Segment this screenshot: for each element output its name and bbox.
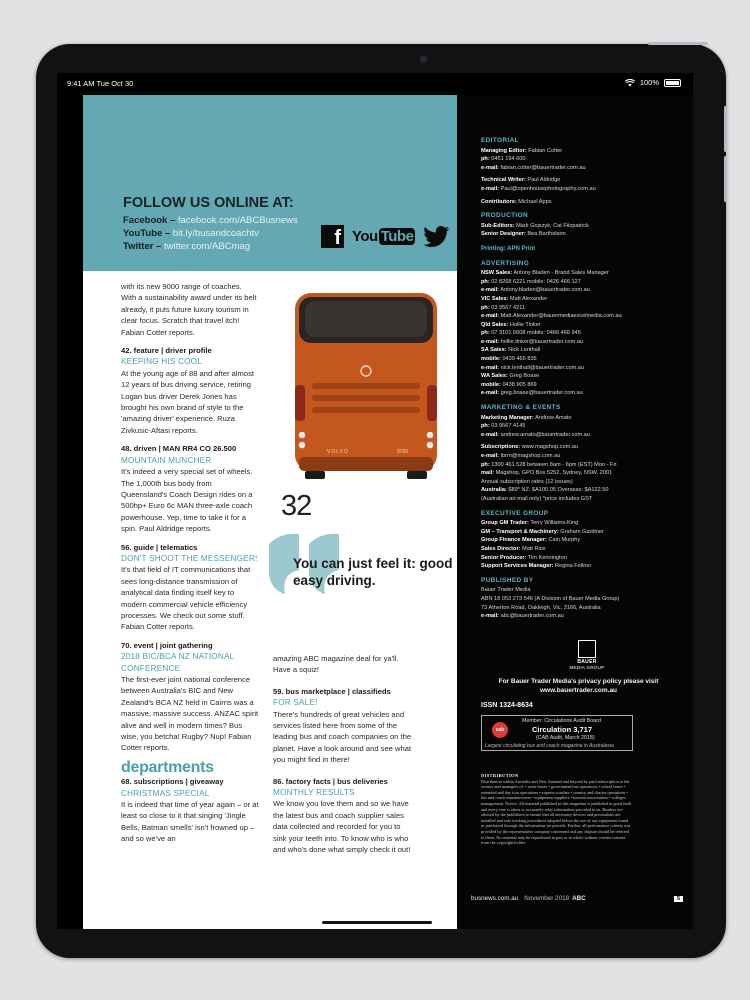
cab-tagline: Largest circulating bus and coach magazine in Australasia bbox=[485, 743, 614, 749]
facebook-link-line[interactable] bbox=[123, 215, 298, 226]
privacy-note: For Bauer Trader Media's privacy policy please visit www.bauertrader.com.au bbox=[498, 678, 659, 694]
distribution-text: Distribution within Australia and New Zealand and beyond by paid subscription to the owners and managers of: • route buses • government bus operations • school buses • extended and day tour operations • express coaches • country and charter operations • bus and coach manufacturers • equipment suppliers • tourism associations • colleges management. Notice: All material published in this magazine is published in good faith and every care is taken to accurately relay information provided to us. Readers are advised by the publishers to ensure that all necessary devices and precautions are installed and safe working procedures adopted before the use of any equipment found or purchased through the information we provide. Further, all performance criteria was provided by the representative company concerned and any dispute should be referred to them. No material may be reproduced in part or in whole without written consent from the copyright holder. bbox=[481, 778, 632, 846]
departments-heading: departments bbox=[121, 758, 214, 776]
s70-body: The first-ever joint national conference between Australia's BIC and New Zealand's BCA NZ held in Cairns was a massive, massive success. ANZAC spirit alive and well in modern times? Bus wise, you betcha! Rugby? Nup! Fabian Cotter reports. bbox=[121, 675, 259, 753]
editorial-line: Managing Editor: Fabian Cotter bbox=[481, 147, 563, 154]
s70-head[interactable]: 70. event | joint gathering bbox=[121, 640, 213, 650]
status-right bbox=[625, 78, 681, 87]
bus-badge: VOLVO bbox=[327, 449, 349, 455]
editorial-lines bbox=[481, 147, 686, 207]
pull-quote: You can just feel it: good easy driving. bbox=[293, 556, 453, 588]
production-lines bbox=[481, 222, 686, 239]
advertising-line: ph: 03 9567 4211 bbox=[481, 304, 526, 311]
facebook-url[interactable]: facebook.com/ABCBusnews bbox=[177, 215, 298, 226]
advertising-line: mobile: 0439 465 835 bbox=[481, 356, 537, 363]
advertising-line: VIC Sales: Matt Alexander bbox=[481, 295, 548, 302]
home-indicator[interactable] bbox=[322, 921, 432, 924]
s59-sub: FOR SALE! bbox=[273, 698, 318, 708]
contents-column-left bbox=[121, 281, 259, 845]
masthead bbox=[481, 137, 686, 621]
editorial-line: ph: 0451 194 600 bbox=[481, 156, 526, 163]
screen bbox=[57, 73, 693, 929]
advertising-line: ph: 02 8268 6221 mobile: 0426 466 127 bbox=[481, 278, 581, 285]
s86-head[interactable]: 86. factory facts | bus deliveries bbox=[273, 776, 388, 786]
s56-body: It's that field of IT communications that sees long-distance transmission of analytical data finding itself key to modern commercial vehicle efficiency processes. We check out some stuff. Fabian Cotter reports. bbox=[121, 565, 251, 632]
advertising-line: e-mail: Matt.Alexander@bauermediaexcelmedia.com.au bbox=[481, 313, 622, 320]
executive-head: EXECUTIVE GROUP bbox=[481, 509, 549, 517]
advertising-lines bbox=[481, 269, 686, 398]
production-line: Sub-Editors: Mark Gojszyk, Cat Fitzpatrick bbox=[481, 222, 589, 229]
contents-column-right bbox=[273, 653, 415, 856]
s86-body: We know you love them and so we have the latest bus and coach supplier sales data collected and recorded for you to sink your teeth into. To know who is who and who's done what simply check it out! bbox=[273, 799, 411, 855]
s56-sub: DON'T SHOOT THE MESSENGER! bbox=[121, 553, 258, 563]
bus-photo bbox=[275, 285, 447, 485]
s70-sub: 2018 BIC/BCA NZ NATIONAL CONFERENCE bbox=[121, 652, 235, 673]
cab-logo-icon: cab bbox=[492, 722, 508, 738]
continued-text: amazing ABC magazine deal for ya'll. Have a squiz! bbox=[273, 654, 399, 675]
s56-head[interactable]: 56. guide | telematics bbox=[121, 542, 198, 552]
published-lines bbox=[481, 586, 686, 620]
executive-line: Support Services Manager: Regina Fellner bbox=[481, 563, 592, 570]
advertising-line: e-mail: nick.lenthall@bauertrader.com.au bbox=[481, 364, 584, 371]
bus-model: 9700 bbox=[397, 449, 409, 455]
s68-body: It is indeed that time of year again – or at least so close to it that singing 'Jingle Bells, Batman smells' isn't frowned up – and so we've an bbox=[121, 800, 259, 844]
issn: ISSN 1324-8634 bbox=[481, 702, 533, 709]
power-button bbox=[724, 106, 727, 152]
marketing-line: ph: 1300 461 528 between 8am - 6pm (EST) Mon - Fri bbox=[481, 461, 617, 468]
twitter-label: Twitter – bbox=[123, 241, 164, 252]
battery-icon bbox=[664, 79, 681, 87]
youtube-tube: Tube bbox=[380, 228, 414, 245]
advertising-line: WA Sales: Greg Boase bbox=[481, 373, 540, 380]
editorial-line: Technical Writer: Paul Aldridge bbox=[481, 177, 561, 184]
bauer-name: BAUER bbox=[577, 659, 597, 665]
cab-audit: (CAB Audit, March 2018) bbox=[536, 735, 595, 741]
executive-lines bbox=[481, 519, 686, 571]
executive-line: Group Finance Manager: Cain Murphy bbox=[481, 537, 581, 544]
youtube-label: YouTube – bbox=[123, 228, 173, 239]
published-line: Bauer Trader Media bbox=[481, 587, 531, 594]
advertising-line: e-mail: greg.boase@bauertrader.com.au bbox=[481, 390, 583, 397]
cab-member: Member: Circulations Audit Board bbox=[522, 718, 601, 724]
marketing-line: (Australian air-mail only) *price includes GST bbox=[481, 495, 593, 502]
intro-text: with its new 9000 range of coaches. With a sustainability award under its belt already, it puts future luxury tourism in clear focus. Scratch that travel itch! Fabian Cotter reports. bbox=[121, 282, 257, 337]
executive-line: Senior Producer: Tim Kennington bbox=[481, 554, 567, 561]
s59-body: There's hundreds of great vehicles and services listed here from some of the leading bus and coach companies on the planet. Have a look around and see what you might find in there! bbox=[273, 709, 412, 765]
advertising-line: Qld Sales: Hollie Tinker bbox=[481, 321, 541, 328]
marketing-head: MARKETING & EVENTS bbox=[481, 404, 561, 412]
s48-sub: MOUNTAIN MUNCHER bbox=[121, 455, 212, 465]
s59-head[interactable]: 59. bus marketplace | classifieds bbox=[273, 686, 391, 696]
published-line: e-mail: abc@bauertrader.com.au bbox=[481, 613, 564, 620]
follow-title: FOLLOW US ONLINE AT: bbox=[123, 195, 294, 211]
volume-button bbox=[724, 156, 727, 202]
left-page bbox=[83, 95, 457, 929]
footer-page-number: 5 bbox=[674, 896, 683, 902]
printing-line: Printing: APN Print bbox=[481, 245, 536, 252]
production-head: PRODUCTION bbox=[481, 212, 528, 220]
advertising-line: mobile: 0438 905 869 bbox=[481, 381, 537, 388]
cab-badge bbox=[481, 715, 633, 751]
facebook-icon[interactable]: f bbox=[321, 225, 344, 248]
bauer-logo bbox=[567, 640, 607, 670]
advertising-head: ADVERTISING bbox=[481, 259, 530, 267]
marketing-line: e-mail: andrew.amato@bauertrader.com.au bbox=[481, 431, 590, 438]
advertising-line: e-mail: hollie.tinker@bauertrader.com.au bbox=[481, 338, 584, 345]
marketing-line: Annual subscription rates (12 issues) bbox=[481, 478, 573, 485]
editorial-line: Contributors: Michael Apps bbox=[481, 198, 552, 205]
footer-abc: ABC bbox=[572, 895, 586, 902]
marketing-line: ph: 03 9567 4145 bbox=[481, 423, 526, 430]
s42-body: At the young age of 88 and after almost 12 years of bus driving service, retiring Logan bus driver Derek Jones has brought his own brand of style to the 'amazing driver' experience. Ruza Zivkusic-Aftasi reports. bbox=[121, 368, 254, 435]
published-line: ABN 18 053 273 546 (A Division of Bauer Media Group) bbox=[481, 595, 620, 602]
distribution-notice bbox=[481, 773, 631, 846]
cab-circulation: Circulation 3,717 bbox=[532, 725, 593, 734]
editorial-line: e-mail: fabian.cotter@bauertrader.com.au bbox=[481, 164, 586, 171]
top-button bbox=[648, 42, 708, 45]
youtube-you: You bbox=[352, 228, 378, 245]
advertising-line: e-mail: Antony.bladen@bauertrader.com.au bbox=[481, 287, 590, 294]
executive-line: GM – Transport & Machinery: Graham Gardiner bbox=[481, 528, 604, 535]
right-page bbox=[457, 95, 693, 929]
facebook-label: Facebook – bbox=[123, 215, 178, 226]
twitter-icon[interactable] bbox=[423, 226, 450, 248]
distribution-title: DISTRIBUTION bbox=[481, 773, 519, 778]
editorial-head: EDITORIAL bbox=[481, 137, 519, 144]
executive-line: Group GM Trader: Terry Williams-King bbox=[481, 520, 579, 527]
executive-line: Sales Director: Matt Rice bbox=[481, 545, 546, 552]
youtube-url[interactable]: bit.ly/busandcoachtv bbox=[172, 228, 259, 239]
s86-sub: MONTHLY RESULTS bbox=[273, 788, 355, 798]
twitter-url[interactable]: twitter.com/ABCmag bbox=[164, 241, 251, 252]
footer-month: November 2018 bbox=[524, 895, 570, 902]
advertising-line: ph: 07 3101 6608 mobile: 0466 466 945 bbox=[481, 330, 581, 337]
advertising-line: SA Sales: Nick Lenthall bbox=[481, 347, 541, 354]
feature-page-number: 32 bbox=[281, 490, 312, 522]
bus-rear-illustration bbox=[275, 285, 447, 485]
camera-dot bbox=[420, 56, 427, 63]
battery-percent: 100% bbox=[639, 78, 659, 87]
published-line: 73 Atherton Road, Oakleigh, Vic, 3166, Australia bbox=[481, 604, 601, 611]
marketing-line: e-mail: tbrm@magshop.com.au bbox=[481, 453, 561, 459]
s42-sub: KEEPING HIS COOL bbox=[121, 357, 203, 367]
marketing-line: Subscriptions: www.magshop.com.au bbox=[481, 444, 578, 451]
published-head: PUBLISHED BY bbox=[481, 576, 534, 584]
marketing-line: Australia: $89* NZ: $A100.05 Overseas: $A122.50 bbox=[481, 487, 609, 494]
youtube-link-line[interactable] bbox=[123, 228, 259, 239]
page-footer bbox=[471, 895, 691, 902]
s48-head[interactable]: 48. driven | MAN RR4 CO 26.500 bbox=[121, 444, 237, 454]
advertising-line: NSW Sales: Antony Bladen - Brand Sales Manager bbox=[481, 270, 609, 277]
wifi-icon bbox=[625, 79, 635, 87]
bauer-group: MEDIA GROUP bbox=[569, 665, 605, 670]
marketing-lines bbox=[481, 414, 686, 504]
production-line: Senior Designer: Bea Barthelson bbox=[481, 231, 566, 238]
status-time: 9:41 AM Tue Oct 30 bbox=[67, 79, 134, 88]
s68-sub: CHRISTMAS SPECIAL bbox=[121, 788, 210, 798]
youtube-icon[interactable] bbox=[352, 228, 415, 245]
social-icons bbox=[321, 225, 450, 248]
follow-banner bbox=[83, 95, 457, 271]
bauer-logo-box bbox=[578, 640, 596, 658]
s42-head[interactable]: 42. feature | driver profile bbox=[121, 346, 212, 356]
twitter-link-line[interactable] bbox=[123, 241, 250, 252]
s68-head[interactable]: 68. subscriptions | giveaway bbox=[121, 777, 224, 787]
s48-body: It's indeed a very special set of wheels. The 1,000th bus body from Queensland's Coach Design rides on a 500hp+ Euro 6c MAN three-axle coach powerhouse. Yep, time to take it for a spin. Paul Aldridge reports. bbox=[121, 467, 253, 534]
marketing-line: mail: Magshop, GPO Box 5252, Sydney, NSW, 2001 bbox=[481, 470, 613, 477]
status-bar bbox=[57, 73, 693, 95]
marketing-line: Marketing Manager: Andrew Amato bbox=[481, 414, 572, 421]
footer-site[interactable]: busnews.com.au bbox=[471, 895, 519, 902]
editorial-line: e-mail: Paul@openhousephotography.com.au bbox=[481, 185, 596, 192]
